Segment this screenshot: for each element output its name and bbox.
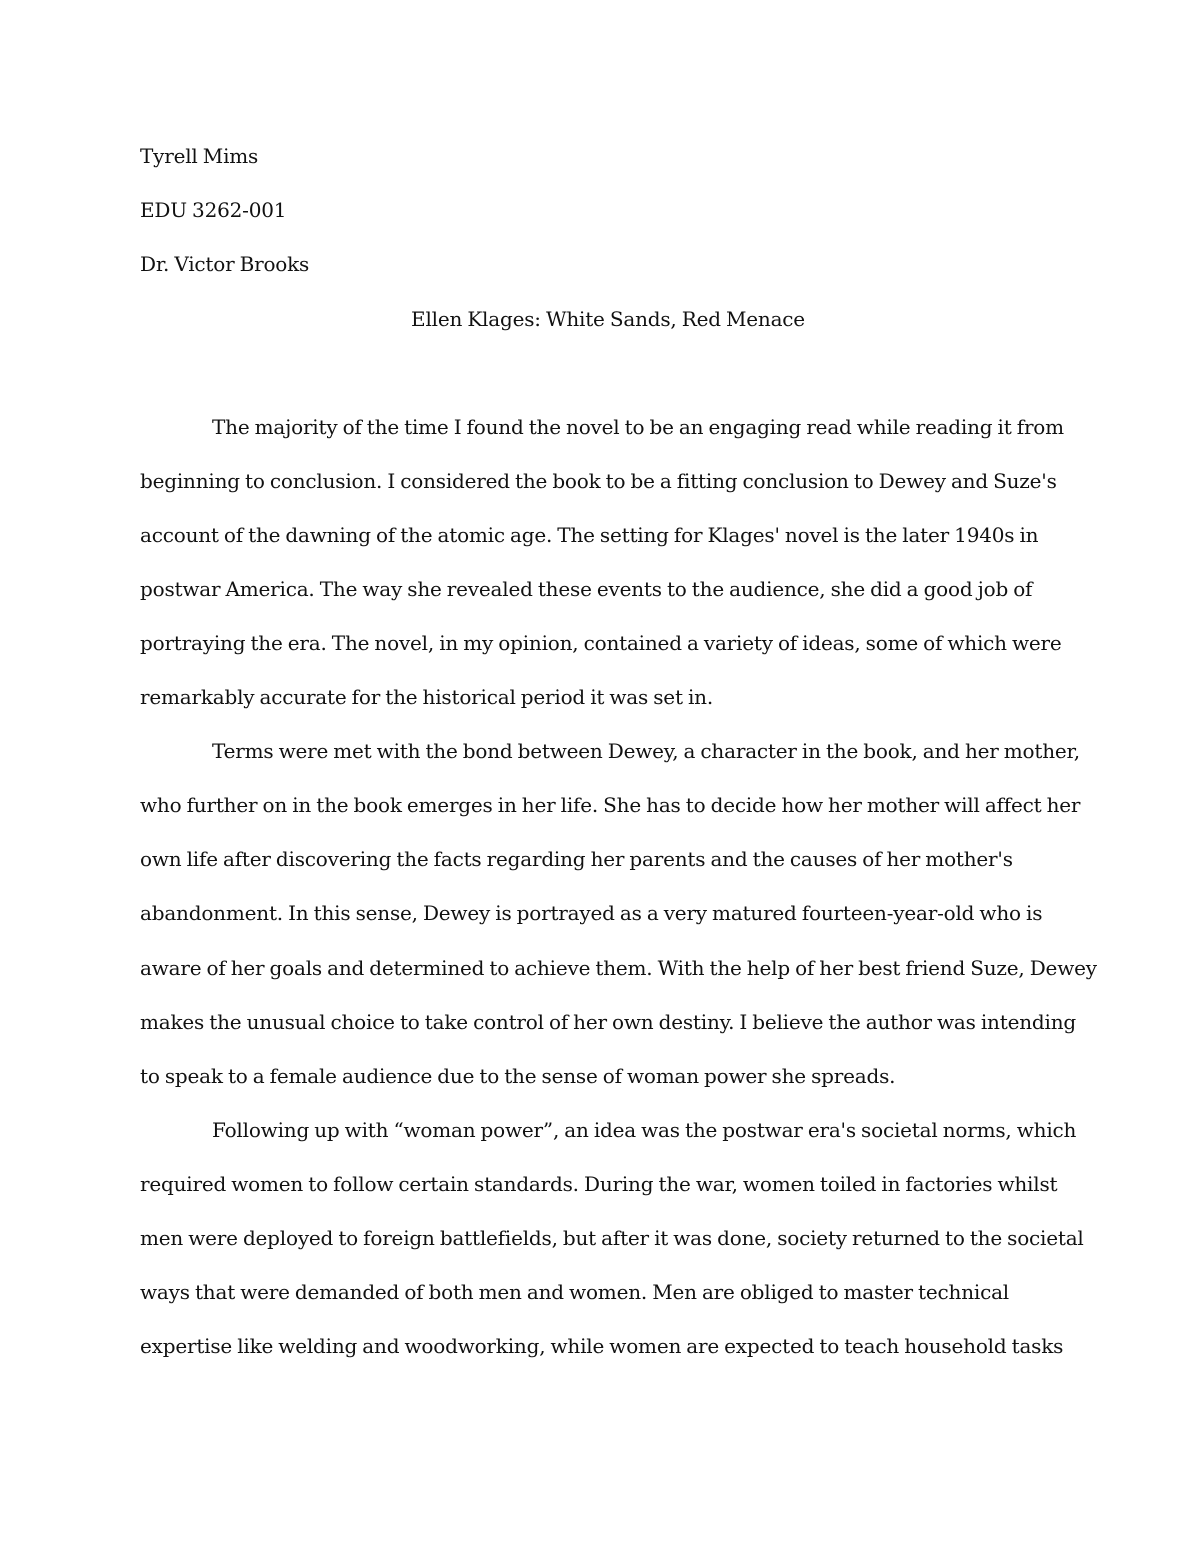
paragraph-1-line-1: The majority of the time I found the novel to be an engaging read while reading it from bbox=[212, 415, 1064, 439]
paragraph-2-line-3: own life after discovering the facts regarding her parents and the causes of her mother's bbox=[140, 847, 1013, 871]
paragraph-1-line-6: remarkably accurate for the historical period it was set in. bbox=[140, 685, 713, 709]
paragraph-2-line-4: abandonment. In this sense, Dewey is portrayed as a very matured fourteen-year-old who is bbox=[140, 901, 1043, 925]
paragraph-1-line-2: beginning to conclusion. I considered the book to be a fitting conclusion to Dewey and Suze's bbox=[140, 469, 1057, 493]
instructor-name: Dr. Victor Brooks bbox=[140, 252, 310, 276]
essay-title: Ellen Klages: White Sands, Red Menace bbox=[411, 307, 805, 331]
paragraph-3-line-5: expertise like welding and woodworking, while women are expected to teach household tasks bbox=[140, 1334, 1064, 1358]
course-code: EDU 3262-001 bbox=[140, 198, 287, 222]
paragraph-3-line-3: men were deployed to foreign battlefields, but after it was done, society returned to the societal bbox=[140, 1226, 1084, 1250]
paragraph-2-line-2: who further on in the book emerges in her life. She has to decide how her mother will affect her bbox=[140, 793, 1081, 817]
paragraph-2-line-1: Terms were met with the bond between Dewey, a character in the book, and her mother, bbox=[212, 739, 1080, 763]
paragraph-2-line-5: aware of her goals and determined to achieve them. With the help of her best friend Suze, Dewey bbox=[140, 956, 1097, 980]
paragraph-2-line-6: makes the unusual choice to take control of her own destiny. I believe the author was intending bbox=[140, 1010, 1076, 1034]
paragraph-1-line-3: account of the dawning of the atomic age. The setting for Klages' novel is the later 1940s in bbox=[140, 523, 1039, 547]
paragraph-1-line-4: postwar America. The way she revealed these events to the audience, she did a good job of bbox=[140, 577, 1033, 601]
paragraph-2-line-7: to speak to a female audience due to the sense of woman power she spreads. bbox=[140, 1064, 896, 1088]
paragraph-3-line-4: ways that were demanded of both men and women. Men are obliged to master technical bbox=[140, 1280, 1009, 1304]
paragraph-1-line-5: portraying the era. The novel, in my opinion, contained a variety of ideas, some of which were bbox=[140, 631, 1062, 655]
author-name: Tyrell Mims bbox=[140, 144, 259, 168]
paragraph-3-line-1: Following up with “woman power”, an idea was the postwar era's societal norms, which bbox=[212, 1118, 1077, 1142]
paragraph-3-line-2: required women to follow certain standards. During the war, women toiled in factories whilst bbox=[140, 1172, 1058, 1196]
